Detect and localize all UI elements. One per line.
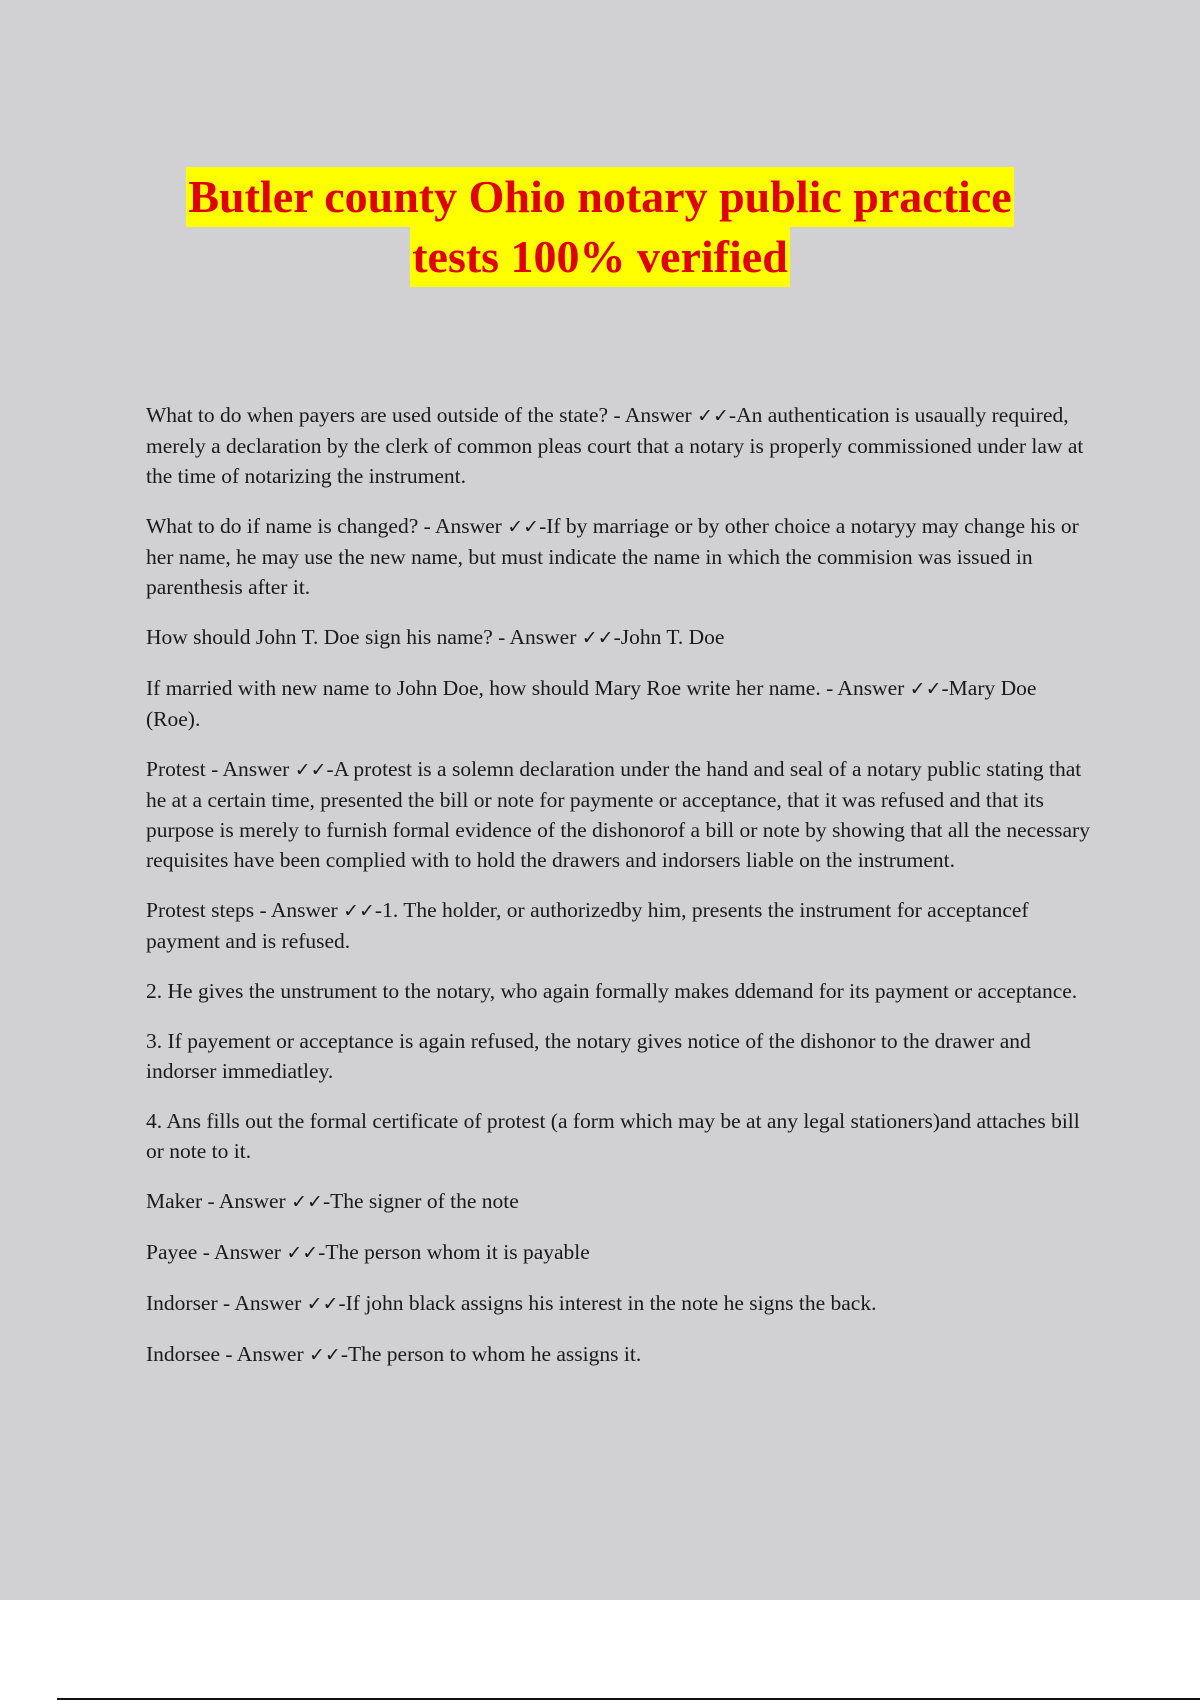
page-footer-area [0, 1600, 1200, 1700]
qa-item-protest [146, 754, 1092, 875]
document-body [146, 400, 1092, 1390]
double-check-icon: ✓✓ [909, 678, 942, 700]
answer-text: -If john black assigns his interest in the note he signs the back. [338, 1291, 877, 1315]
question-text: Maker - Answer [146, 1189, 292, 1213]
qa-item-maker [146, 1186, 1092, 1217]
question-text: Indorser - Answer [146, 1291, 307, 1315]
question-text: Protest - Answer [146, 757, 295, 781]
question-text: Indorsee - Answer [146, 1342, 309, 1366]
qa-item-sign-name [146, 622, 1092, 653]
answer-text: -An authentication is usaually required, merely a declaration by the clerk of common pleas court that a notary is properly commissioned under law at the time of notarizing the instrument. [146, 403, 1084, 488]
answer-text: -The person to whom he assigns it. [340, 1342, 642, 1366]
qa-item-name-changed [146, 511, 1092, 602]
double-check-icon: ✓✓ [291, 1191, 323, 1213]
question-text: If married with new name to John Doe, how should Mary Roe write her name. - Answer [146, 676, 910, 700]
qa-item-payers-outside-state [146, 400, 1092, 491]
double-check-icon: ✓✓ [343, 900, 375, 922]
qa-item-indorsee [146, 1339, 1092, 1370]
qa-item-indorser [146, 1288, 1092, 1319]
answer-text: -The signer of the note [322, 1189, 519, 1213]
double-check-icon: ✓✓ [286, 1242, 319, 1264]
qa-item-protest-steps [146, 895, 1092, 956]
double-check-icon: ✓✓ [697, 405, 729, 427]
double-check-icon: ✓✓ [507, 516, 540, 538]
protest-step-3: 3. If payement or acceptance is again refused, the notary gives notice of the dishonor to the drawer and indorser immediatley. [146, 1029, 1031, 1083]
answer-text: -John T. Doe [613, 625, 725, 649]
answer-text: -If by marriage or by other choice a notaryy may change his or her name, he may use the new name, but must indicate the name in which the commision was issued in parenthesis after it. [146, 514, 1079, 599]
protest-step-2: 2. He gives the unstrument to the notary, who again formally makes ddemand for its payment or acceptance. [146, 979, 1078, 1003]
question-text: What to do if name is changed? - Answer [146, 514, 508, 538]
title-line-2: tests 100% verified [410, 227, 790, 287]
double-check-icon: ✓✓ [309, 1344, 341, 1366]
answer-text: -1. The holder, or authorizedby him, presents the instrument for acceptancef payment and is refused. [146, 898, 1029, 953]
double-check-icon: ✓✓ [581, 627, 614, 649]
double-check-icon: ✓✓ [294, 759, 327, 781]
double-check-icon: ✓✓ [306, 1293, 339, 1315]
question-text: How should John T. Doe sign his name? - Answer [146, 625, 582, 649]
question-text: Payee - Answer [146, 1240, 287, 1264]
question-text: What to do when payers are used outside of the state? - Answer [146, 403, 698, 427]
document-title [0, 167, 1200, 287]
answer-text: -The person whom it is payable [318, 1240, 590, 1264]
answer-text: -Mary Doe (Roe). [146, 676, 1037, 731]
answer-text: -A protest is a solemn declaration under the hand and seal of a notary public stating that he at a certain time, presented the bill or note for paymente or acceptance, that it was refused and that its purpose is merely to furnish formal evidence of the dishonorof a bill or note by showing that all the necessary requisites have been complied with to hold the drawers and indorsers liable on the instrument. [146, 757, 1090, 872]
question-text: Protest steps - Answer [146, 898, 344, 922]
protest-step-4: 4. Ans fills out the formal certificate of protest (a form which may be at any legal stationers)and attaches bill or note to it. [146, 1109, 1080, 1163]
qa-item-payee [146, 1237, 1092, 1268]
title-line-1: Butler county Ohio notary public practice [186, 167, 1013, 227]
qa-item-married-name [146, 673, 1092, 734]
